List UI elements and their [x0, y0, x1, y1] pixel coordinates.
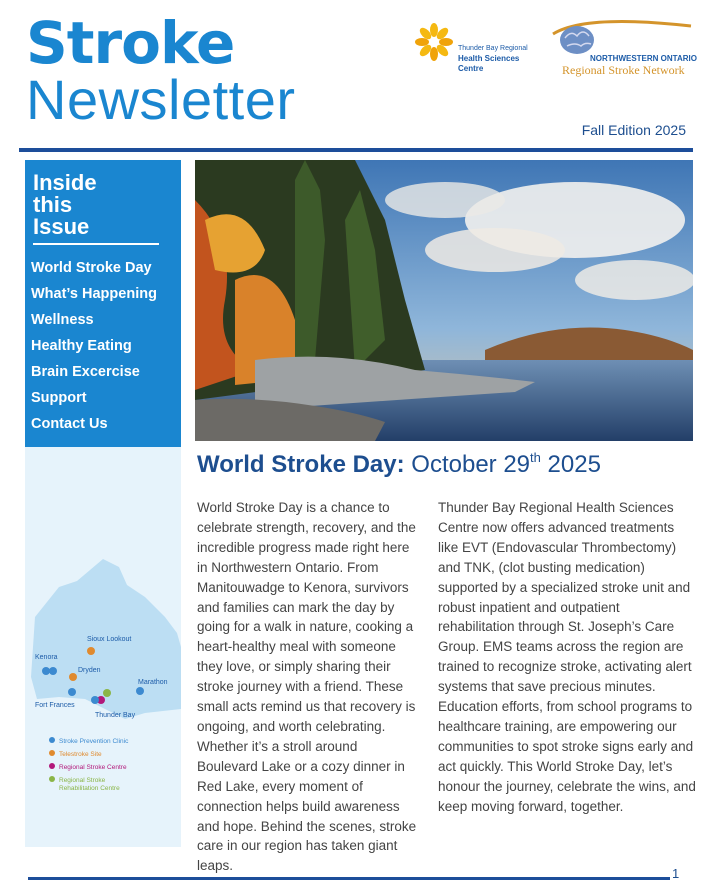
contents-item-contact-us[interactable]: Contact Us — [31, 416, 108, 432]
region-map — [25, 447, 181, 847]
headline-date: October 29 — [411, 451, 531, 478]
inside-this-issue-heading — [33, 172, 97, 238]
article-column-2: Thunder Bay Regional Health Sciences Centre now offers advanced treatments like EVT (Endovascular Thrombectomy) and TNK, (clot busting medication) supported by a specialized stroke unit and robust inpatient and outpatient rehabilitation through St. Joseph’s Care Group. EMS teams across the region are trained to recognize stroke, activating alert systems that save precious minutes. Education efforts, from school programs to healthcare training, are empowering our communities to spot stroke signs early and act quickly. This World Stroke Day, let’s honour the journey, celebrate the wins, and keep moving forward, together. — [438, 500, 696, 814]
sidebar-divider — [33, 243, 159, 245]
contents-list — [31, 260, 157, 442]
autumn-lake-photo — [195, 160, 693, 441]
contents-item-wellness[interactable]: Wellness — [31, 312, 94, 328]
network-logo-line1: NORTHWESTERN ONTARIO — [590, 54, 697, 63]
legend-label-prevention: Stroke Prevention Clinic — [59, 738, 129, 745]
article-headline — [197, 450, 601, 479]
title-newsletter: Newsletter — [26, 68, 296, 131]
map-dot-thunder-bay-clinic — [91, 696, 99, 704]
map-dot-kenora-1 — [42, 667, 50, 675]
heading-line3: Issue — [33, 214, 90, 239]
city-label-sioux-lookout: Sioux Lookout — [87, 636, 132, 643]
network-logo-line2: Regional Stroke Network — [562, 63, 685, 77]
city-label-thunder-bay: Thunder Bay — [95, 712, 136, 719]
contents-item-whats-happening[interactable]: What’s Happening — [31, 286, 157, 302]
heading-line1: Inside — [33, 170, 97, 195]
map-dot-sioux-lookout — [87, 647, 95, 655]
heading-line2: this — [33, 192, 73, 217]
edition-label: Fall Edition 2025 — [581, 122, 686, 138]
map-dot-dryden — [69, 673, 77, 681]
map-dot-marathon — [136, 687, 144, 695]
contents-item-world-stroke-day[interactable]: World Stroke Day — [31, 260, 152, 276]
page-number: 1 — [672, 866, 680, 881]
headline-bold: World Stroke Day: — [197, 451, 405, 478]
header-divider — [19, 148, 693, 152]
headline-year: 2025 — [547, 451, 601, 478]
map-dot-kenora-2 — [49, 667, 57, 675]
legend-label-rehab: Regional Stroke Rehabilitation Centre — [59, 777, 120, 792]
legend-dot-centre — [49, 763, 55, 769]
city-label-kenora: Kenora — [35, 654, 58, 661]
brain-icon — [545, 14, 693, 59]
city-label-fort-frances: Fort Frances — [35, 702, 75, 709]
hospital-logo — [412, 20, 542, 80]
city-label-marathon: Marathon — [138, 679, 168, 686]
city-label-dryden: Dryden — [78, 667, 101, 674]
legend-dot-telestroke — [49, 750, 55, 756]
legend-dot-prevention — [49, 737, 55, 743]
footer-divider — [28, 877, 670, 880]
region-map-panel — [25, 447, 181, 847]
contents-item-brain-exercise[interactable]: Brain Excercise — [31, 364, 140, 380]
map-dot-fort-frances — [68, 688, 76, 696]
legend-label-centre: Regional Stroke Centre — [59, 764, 127, 771]
legend-label-telestroke: Telestroke Site — [59, 751, 102, 758]
contents-item-support[interactable]: Support — [31, 390, 87, 406]
legend-dot-rehab — [49, 776, 55, 782]
network-logo — [545, 14, 697, 84]
headline-suffix: th — [530, 450, 541, 465]
hospital-logo-line1: Thunder Bay Regional — [458, 45, 528, 52]
hospital-logo-line3: Centre — [458, 64, 484, 73]
title-stroke: Stroke — [26, 9, 235, 77]
hospital-logo-line2: Health Sciences — [458, 54, 520, 63]
sunflower-icon — [412, 20, 456, 64]
article-column-1: World Stroke Day is a chance to celebrate strength, recovery, and the incredible progress made right here in Northwestern Ontario. From Manitouwadge to Kenora, survivors and families can mark the day by going for a walk in nature, cooking a heart-healthy meal with someone they love, or simply sharing their stroke journey with a friend. These small acts remind us that recovery is ongoing, and worth celebrating. Whether it’s a stroll around Boulevard Lake or a cozy dinner in Red Lake, every moment of connection helps build awareness and hope. Behind the scenes, stroke care in our region has taken giant leaps. — [197, 500, 417, 874]
inside-this-issue-panel — [25, 160, 181, 447]
contents-item-healthy-eating[interactable]: Healthy Eating — [31, 338, 132, 354]
map-dot-thunder-bay-rehab — [103, 689, 111, 697]
